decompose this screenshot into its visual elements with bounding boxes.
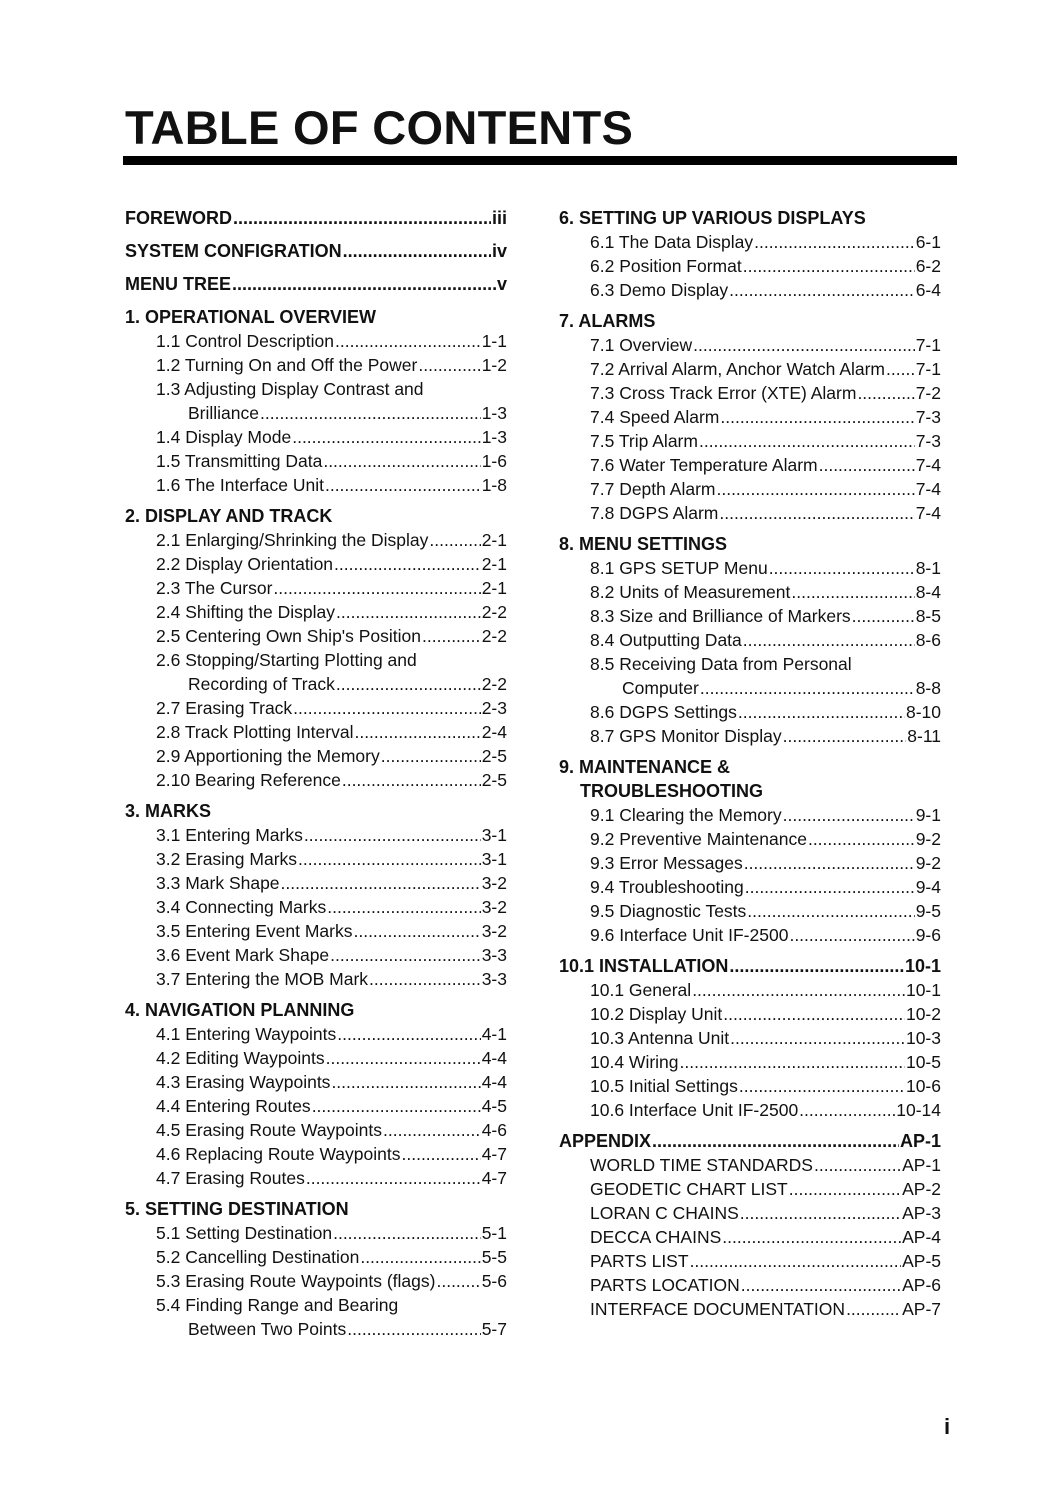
toc-entry[interactable]: 2.10 Bearing Reference ..... 2-5 — [125, 768, 507, 792]
toc-entry[interactable]: 9.2 Preventive Maintenance ..... 9-2 — [559, 827, 941, 851]
toc-entry[interactable]: INTERFACE DOCUMENTATION ..... AP-7 — [559, 1297, 941, 1321]
toc-entry[interactable]: PARTS LOCATION ..... AP-6 — [559, 1273, 941, 1297]
toc-entry[interactable]: 8.2 Units of Measurement ..... 8-4 — [559, 580, 941, 604]
toc-entry[interactable]: Brilliance ..... 1-3 — [125, 401, 507, 425]
toc-entry[interactable]: 4.1 Entering Waypoints ..... 4-1 — [125, 1022, 507, 1046]
toc-entry[interactable]: 5.3 Erasing Route Waypoints (flags) ..... 5-6 — [125, 1269, 507, 1293]
section-heading-5[interactable]: 5. SETTING DESTINATION — [125, 1199, 349, 1219]
page-number: i — [944, 1414, 951, 1439]
toc-entry[interactable]: 3.6 Event Mark Shape ..... 3-3 — [125, 943, 507, 967]
toc-entry[interactable]: 1.4 Display Mode ..... 1-3 — [125, 425, 507, 449]
toc-entry[interactable]: 2.8 Track Plotting Interval ..... 2-4 — [125, 720, 507, 744]
toc-entry[interactable]: 2.7 Erasing Track ..... 2-3 — [125, 696, 507, 720]
toc-left-column — [125, 206, 507, 1341]
section-heading-4[interactable]: 4. NAVIGATION PLANNING — [125, 1000, 355, 1020]
toc-entry[interactable]: 4.6 Replacing Route Waypoints ..... 4-7 — [125, 1142, 507, 1166]
toc-entry[interactable]: 7.7 Depth Alarm ..... 7-4 — [559, 477, 941, 501]
toc-entry[interactable]: 4.5 Erasing Route Waypoints ..... 4-6 — [125, 1118, 507, 1142]
toc-entry[interactable]: 2.9 Apportioning the Memory ..... 2-5 — [125, 744, 507, 768]
section-heading-8[interactable]: 8. MENU SETTINGS — [559, 534, 728, 554]
toc-entry[interactable]: 6.2 Position Format ..... 6-2 — [559, 254, 941, 278]
toc-entry[interactable]: 8.4 Outputting Data ..... 8-6 — [559, 628, 941, 652]
toc-entry-foreword[interactable]: FOREWORD ..... iii — [125, 206, 507, 239]
toc-entry-label-line[interactable]: 5.4 Finding Range and Bearing — [156, 1295, 399, 1315]
toc-entry[interactable]: 2.3 The Cursor ..... 2-1 — [125, 576, 507, 600]
toc-entry[interactable]: 7.4 Speed Alarm ..... 7-3 — [559, 405, 941, 429]
toc-entry[interactable]: GEODETIC CHART LIST ..... AP-2 — [559, 1177, 941, 1201]
toc-entry[interactable]: 4.2 Editing Waypoints ..... 4-4 — [125, 1046, 507, 1070]
toc-entry[interactable]: Computer ..... 8-8 — [559, 676, 941, 700]
page-title: TABLE OF CONTENTS — [125, 101, 634, 154]
toc-entry[interactable]: 8.6 DGPS Settings ..... 8-10 — [559, 700, 941, 724]
section-heading-10[interactable]: 10.1 INSTALLATION ..... 10-1 — [559, 954, 941, 978]
toc-entry[interactable]: 10.4 Wiring ..... 10-5 — [559, 1050, 941, 1074]
toc-entry[interactable]: 5.2 Cancelling Destination ..... 5-5 — [125, 1245, 507, 1269]
toc-entry[interactable]: 9.4 Troubleshooting ..... 9-4 — [559, 875, 941, 899]
toc-entry[interactable]: 8.7 GPS Monitor Display ..... 8-11 — [559, 724, 941, 748]
toc-entry[interactable]: 7.5 Trip Alarm ..... 7-3 — [559, 429, 941, 453]
toc-entry[interactable]: 10.3 Antenna Unit ..... 10-3 — [559, 1026, 941, 1050]
toc-entry[interactable]: PARTS LIST ..... AP-5 — [559, 1249, 941, 1273]
toc-entry[interactable]: 3.7 Entering the MOB Mark ..... 3-3 — [125, 967, 507, 991]
toc-entry[interactable]: 2.5 Centering Own Ship's Position ..... 2-2 — [125, 624, 507, 648]
toc-entry[interactable]: 1.2 Turning On and Off the Power ..... 1-2 — [125, 353, 507, 377]
toc-entry[interactable]: 4.7 Erasing Routes ..... 4-7 — [125, 1166, 507, 1190]
section-heading-6[interactable]: 6. SETTING UP VARIOUS DISPLAYS — [559, 208, 866, 228]
toc-entry-label-line[interactable]: 2.6 Stopping/Starting Plotting and — [156, 650, 417, 670]
toc-entry[interactable]: 9.6 Interface Unit IF-2500 ..... 9-6 — [559, 923, 941, 947]
toc-entry[interactable]: Between Two Points ..... 5-7 — [125, 1317, 507, 1341]
toc-entry-label-line[interactable]: 1.3 Adjusting Display Contrast and — [156, 379, 424, 399]
section-heading-9-continued[interactable]: TROUBLESHOOTING — [580, 781, 763, 801]
toc-entry[interactable]: 3.5 Entering Event Marks ..... 3-2 — [125, 919, 507, 943]
toc-entry[interactable]: 9.3 Error Messages ..... 9-2 — [559, 851, 941, 875]
toc-entry[interactable]: 3.1 Entering Marks ..... 3-1 — [125, 823, 507, 847]
toc-entry[interactable]: Recording of Track ..... 2-2 — [125, 672, 507, 696]
toc-entry[interactable]: 8.1 GPS SETUP Menu ..... 8-1 — [559, 556, 941, 580]
toc-entry[interactable]: 6.3 Demo Display ..... 6-4 — [559, 278, 941, 302]
toc-entry[interactable]: 3.4 Connecting Marks ..... 3-2 — [125, 895, 507, 919]
toc-entry[interactable]: 1.1 Control Description ..... 1-1 — [125, 329, 507, 353]
toc-entry-label-line[interactable]: 8.5 Receiving Data from Personal — [590, 654, 852, 674]
toc-entry[interactable]: WORLD TIME STANDARDS ..... AP-1 — [559, 1153, 941, 1177]
toc-entry[interactable]: 1.5 Transmitting Data ..... 1-6 — [125, 449, 507, 473]
toc-entry[interactable]: 1.6 The Interface Unit ..... 1-8 — [125, 473, 507, 497]
toc-entry[interactable]: 9.5 Diagnostic Tests ..... 9-5 — [559, 899, 941, 923]
toc-entry[interactable]: 10.6 Interface Unit IF-2500 ..... 10-14 — [559, 1098, 941, 1122]
toc-entry[interactable]: 7.3 Cross Track Error (XTE) Alarm ..... 7-2 — [559, 381, 941, 405]
toc-entry[interactable]: 2.2 Display Orientation ..... 2-1 — [125, 552, 507, 576]
toc-entry[interactable]: 10.5 Initial Settings ..... 10-6 — [559, 1074, 941, 1098]
toc-entry[interactable]: 3.2 Erasing Marks ..... 3-1 — [125, 847, 507, 871]
toc-entry[interactable]: 10.2 Display Unit ..... 10-2 — [559, 1002, 941, 1026]
section-heading-7[interactable]: 7. ALARMS — [559, 311, 656, 331]
toc-entry[interactable]: 9.1 Clearing the Memory ..... 9-1 — [559, 803, 941, 827]
toc-entry[interactable]: 3.3 Mark Shape ..... 3-2 — [125, 871, 507, 895]
toc-entry[interactable]: 8.3 Size and Brilliance of Markers ..... 8-5 — [559, 604, 941, 628]
section-heading-3[interactable]: 3. MARKS — [125, 801, 212, 821]
section-heading-1[interactable]: 1. OPERATIONAL OVERVIEW — [125, 307, 377, 327]
toc-entry[interactable]: 7.2 Arrival Alarm, Anchor Watch Alarm ..... 7-1 — [559, 357, 941, 381]
toc-right-column — [559, 206, 941, 1321]
toc-entry[interactable]: LORAN C CHAINS ..... AP-3 — [559, 1201, 941, 1225]
toc-entry[interactable]: 4.4 Entering Routes ..... 4-5 — [125, 1094, 507, 1118]
section-heading-9[interactable]: 9. MAINTENANCE & — [559, 757, 731, 777]
toc-entry[interactable]: 7.1 Overview ..... 7-1 — [559, 333, 941, 357]
toc-entry[interactable]: 6.1 The Data Display ..... 6-1 — [559, 230, 941, 254]
title-rule — [123, 156, 957, 165]
toc-entry[interactable]: 2.4 Shifting the Display ..... 2-2 — [125, 600, 507, 624]
toc-entry[interactable]: 7.8 DGPS Alarm ..... 7-4 — [559, 501, 941, 525]
toc-entry-menu-tree[interactable]: MENU TREE ..... v — [125, 272, 507, 305]
section-heading-appendix[interactable]: APPENDIX ..... AP-1 — [559, 1129, 941, 1153]
toc-entry[interactable]: 7.6 Water Temperature Alarm ..... 7-4 — [559, 453, 941, 477]
toc-entry[interactable]: 10.1 General ..... 10-1 — [559, 978, 941, 1002]
toc-entry[interactable]: 5.1 Setting Destination ..... 5-1 — [125, 1221, 507, 1245]
toc-entry[interactable]: 2.1 Enlarging/Shrinking the Display ..... 2-1 — [125, 528, 507, 552]
section-heading-2[interactable]: 2. DISPLAY AND TRACK — [125, 506, 333, 526]
toc-entry[interactable]: DECCA CHAINS ..... AP-4 — [559, 1225, 941, 1249]
toc-entry[interactable]: 4.3 Erasing Waypoints ..... 4-4 — [125, 1070, 507, 1094]
toc-entry-system-configuration[interactable]: SYSTEM CONFIGRATION ..... iv — [125, 239, 507, 272]
